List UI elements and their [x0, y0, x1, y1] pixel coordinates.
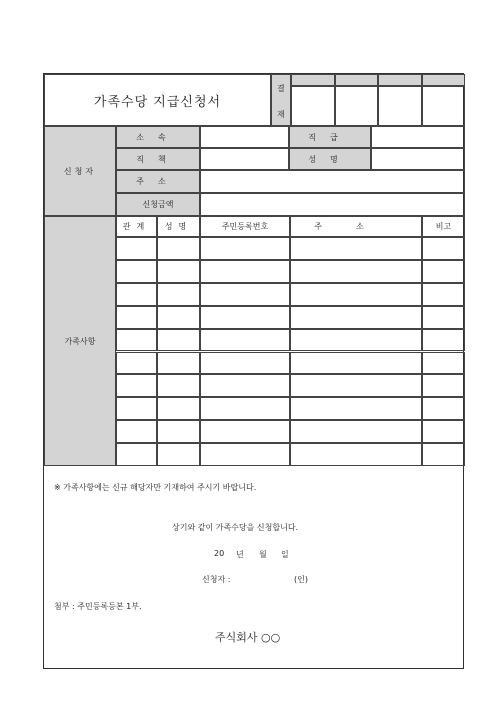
family-cell-relation[interactable]: [116, 237, 157, 260]
family-cell-remarks[interactable]: [422, 374, 465, 397]
applicant-section-cell: [44, 126, 116, 216]
family-cell-relation[interactable]: [116, 329, 157, 352]
family-cell-id-number[interactable]: [200, 443, 290, 466]
family-header-name: 성명: [157, 216, 200, 237]
family-header-address: 주소: [290, 216, 422, 237]
family-cell-remarks[interactable]: [422, 397, 465, 420]
family-cell-address[interactable]: [290, 443, 422, 466]
family-cell-address[interactable]: [290, 374, 422, 397]
approval-box-4[interactable]: [422, 86, 465, 126]
family-cell-remarks[interactable]: [422, 329, 465, 352]
name-label: 성명: [308, 154, 352, 164]
approval-box-1[interactable]: [291, 86, 335, 126]
family-cell-id-number[interactable]: [200, 283, 290, 306]
application-form: [43, 73, 464, 669]
family-cell-address[interactable]: [290, 352, 422, 375]
family-cell-name[interactable]: [157, 260, 200, 283]
family-cell-id-number[interactable]: [200, 329, 290, 352]
address-field[interactable]: [200, 170, 465, 193]
date-year-prefix: 20: [214, 549, 225, 558]
approval-header-2: [335, 74, 378, 86]
approval-label-top: 결: [277, 84, 285, 93]
family-cell-name[interactable]: [157, 420, 200, 443]
family-cell-name[interactable]: [157, 283, 200, 306]
family-cell-name[interactable]: [157, 237, 200, 260]
family-cell-relation[interactable]: [116, 260, 157, 283]
family-cell-relation[interactable]: [116, 306, 157, 329]
approval-label-bottom: 재: [277, 110, 285, 119]
dept-field[interactable]: [200, 126, 289, 148]
name-label-cell: [289, 148, 371, 170]
family-cell-relation[interactable]: [116, 443, 157, 466]
position-label: 직책: [136, 154, 180, 164]
family-section-cell: [44, 216, 116, 466]
family-cell-id-number[interactable]: [200, 397, 290, 420]
family-cell-name[interactable]: [157, 306, 200, 329]
family-cell-address[interactable]: [290, 420, 422, 443]
page-title: 가족수당 지급신청서: [93, 94, 222, 110]
name-field[interactable]: [371, 148, 465, 170]
note-text: ※ 가족사항에는 신규 해당자만 기재하여 주시기 바랍니다.: [54, 483, 257, 492]
family-cell-address[interactable]: [290, 329, 422, 352]
family-cell-name[interactable]: [157, 352, 200, 375]
family-cell-address[interactable]: [290, 283, 422, 306]
approval-header-1: [291, 74, 335, 86]
family-cell-address[interactable]: [290, 237, 422, 260]
family-cell-remarks[interactable]: [422, 306, 465, 329]
family-cell-relation[interactable]: [116, 374, 157, 397]
position-label-cell: [116, 148, 200, 170]
approval-header-3: [378, 74, 422, 86]
family-cell-id-number[interactable]: [200, 420, 290, 443]
family-header-relation: 관계: [116, 216, 157, 237]
family-cell-id-number[interactable]: [200, 260, 290, 283]
applicant-section-label: 신청자: [63, 166, 97, 176]
dept-label: 소속: [136, 132, 180, 142]
family-cell-relation[interactable]: [116, 420, 157, 443]
family-cell-relation[interactable]: [116, 283, 157, 306]
family-cell-remarks[interactable]: [422, 237, 465, 260]
title-cell: [44, 74, 271, 126]
date-day: 일: [281, 550, 289, 559]
dept-label-cell: [116, 126, 200, 148]
family-cell-id-number[interactable]: [200, 374, 290, 397]
address-label-cell: [116, 170, 200, 193]
rank-field[interactable]: [371, 126, 465, 148]
approval-label-cell: [271, 74, 291, 126]
family-cell-name[interactable]: [157, 397, 200, 420]
family-cell-relation[interactable]: [116, 397, 157, 420]
position-field[interactable]: [200, 148, 289, 170]
approval-box-2[interactable]: [335, 86, 378, 126]
address-label: 주소: [136, 177, 180, 186]
family-cell-id-number[interactable]: [200, 352, 290, 375]
family-cell-name[interactable]: [157, 443, 200, 466]
family-cell-address[interactable]: [290, 306, 422, 329]
family-cell-id-number[interactable]: [200, 237, 290, 260]
family-cell-remarks[interactable]: [422, 283, 465, 306]
family-cell-relation[interactable]: [116, 352, 157, 375]
rank-label-cell: [289, 126, 371, 148]
company-name: 주식회사 ○○: [215, 631, 281, 644]
family-cell-remarks[interactable]: [422, 420, 465, 443]
amount-field[interactable]: [200, 193, 465, 216]
date-year-field[interactable]: [224, 548, 234, 558]
family-cell-name[interactable]: [157, 329, 200, 352]
family-section-label: 가족사항: [64, 336, 96, 346]
amount-label-cell: [116, 193, 200, 216]
family-cell-remarks[interactable]: [422, 260, 465, 283]
signature-seal: (인): [294, 575, 308, 584]
family-cell-remarks[interactable]: [422, 352, 465, 375]
family-cell-id-number[interactable]: [200, 306, 290, 329]
date-month: 월: [259, 550, 267, 559]
attachment-text: 첨부 : 주민등록등본 1부.: [54, 602, 142, 611]
statement-text: 상기와 같이 가족수당을 신청합니다.: [172, 523, 299, 532]
family-cell-address[interactable]: [290, 397, 422, 420]
family-header-remarks: 비고: [422, 216, 465, 237]
rank-label: 직급: [308, 132, 352, 142]
family-cell-name[interactable]: [157, 374, 200, 397]
family-cell-address[interactable]: [290, 260, 422, 283]
approval-header-4: [422, 74, 465, 86]
family-header-id-number: 주민등록번호: [200, 216, 290, 237]
amount-label: 신청금액: [142, 200, 174, 209]
signature-label: 신청자 :: [202, 575, 231, 584]
date-year: 년: [236, 550, 244, 559]
approval-box-3[interactable]: [378, 86, 422, 126]
family-cell-remarks[interactable]: [422, 443, 465, 466]
